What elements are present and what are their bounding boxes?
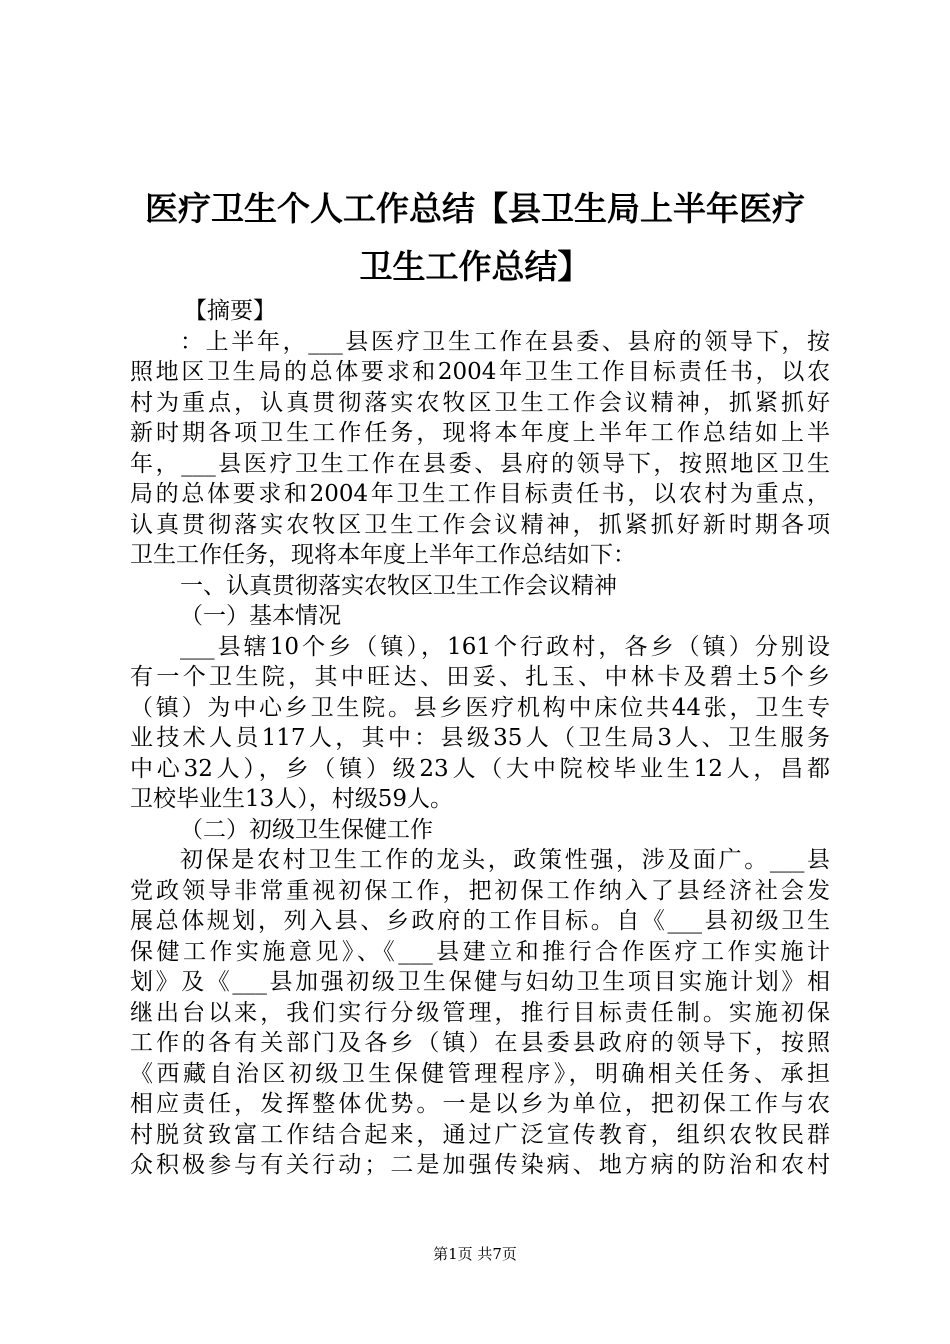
document-body <box>130 296 830 1181</box>
body-line: 局的总体要求和2004年卫生工作目标责任书，以农村为重点， <box>130 481 830 507</box>
body-line: 认真贯彻落实农牧区卫生工作会议精神，抓紧抓好新时期各项 <box>130 511 830 538</box>
body-line: 卫校毕业生13人），村级59人。 <box>130 786 454 812</box>
body-line: 《西藏自治区初级卫生保健管理程序》，明确相关任务、承担 <box>130 1060 830 1087</box>
body-line: 相应责任，发挥整体优势。一是以乡为单位，把初保工作与农 <box>130 1091 830 1117</box>
document-title-line-1: 医疗卫生个人工作总结【县卫生局上半年医疗 <box>145 189 805 228</box>
body-line: 村脱贫致富工作结合起来，通过广泛宣传教育，组织农牧民群 <box>130 1121 830 1148</box>
body-line: ___县辖10个乡（镇），161个行政村，各乡（镇）分别设 <box>180 633 830 660</box>
body-line: 业技术人员117人，其中：县级35人（卫生局3人、卫生服务 <box>130 725 830 751</box>
body-line: 众积极参与有关行动；二是加强传染病、地方病的防治和农村 <box>130 1152 830 1178</box>
subsection-heading: （一）基本情况 <box>180 603 341 629</box>
abstract-heading: 【摘要】 <box>184 298 276 324</box>
body-line: 村为重点，认真贯彻落实农牧区卫生工作会议精神，抓紧抓好 <box>130 389 830 416</box>
body-line: 保健工作实施意见》、《___县建立和推行合作医疗工作实施计 <box>130 938 830 965</box>
body-line: 党政领导非常重视初保工作，把初保工作纳入了县经济社会发 <box>130 877 830 904</box>
body-line: （镇）为中心乡卫生院。县乡医疗机构中床位共44张，卫生专 <box>130 694 830 721</box>
body-line: 卫生工作任务，现将本年度上半年工作总结如下： <box>130 542 636 568</box>
page-footer: 第1页 共7页 <box>433 1245 517 1263</box>
body-line: 年，___县医疗卫生工作在县委、县府的领导下，按照地区卫生 <box>130 450 830 477</box>
body-line: 展总体规划，列入县、乡政府的工作目标。自《___县初级卫生 <box>130 908 830 934</box>
body-line: 中心32人），乡（镇）级23人（大中院校毕业生12人，昌都 <box>130 755 830 782</box>
body-line: 工作的各有关部门及各乡（镇）在县委县政府的领导下，按照 <box>130 1030 830 1056</box>
body-line: 初保是农村卫生工作的龙头，政策性强，涉及面广。___县 <box>180 847 830 873</box>
section-heading: 一、认真贯彻落实农牧区卫生工作会议精神 <box>180 572 617 599</box>
subsection-heading: （二）初级卫生保健工作 <box>180 816 433 843</box>
body-line: 新时期各项卫生工作任务，现将本年度上半年工作总结如上半 <box>130 420 830 446</box>
body-line: ：上半年，___县医疗卫生工作在县委、县府的领导下，按 <box>180 328 830 355</box>
body-line: 有一个卫生院，其中旺达、田妥、扎玉、中林卡及碧土5个乡 <box>130 664 830 690</box>
document-title-line-2: 卫生工作总结】 <box>359 247 591 286</box>
body-line: 照地区卫生局的总体要求和2004年卫生工作目标责任书，以农 <box>130 359 830 385</box>
body-line: 继出台以来，我们实行分级管理，推行目标责任制。实施初保 <box>130 999 830 1026</box>
body-line: 划》及《___县加强初级卫生保健与妇幼卫生项目实施计划》相 <box>130 969 830 995</box>
